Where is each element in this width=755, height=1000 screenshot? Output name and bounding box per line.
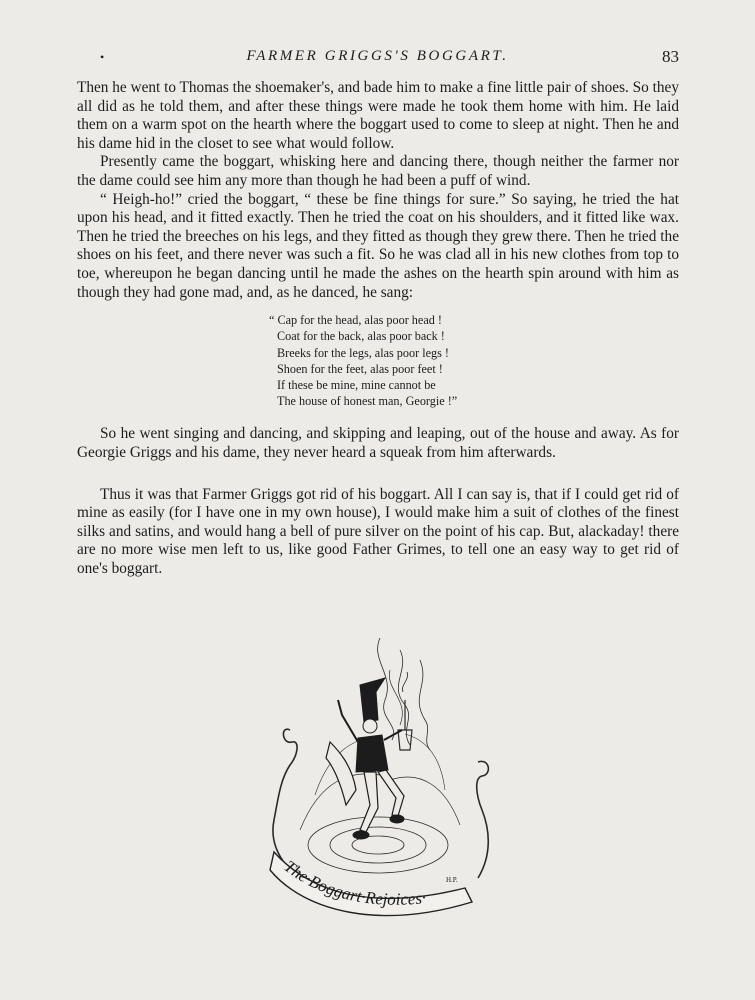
poem-line: Shoen for the feet, alas poor feet ! [277,361,443,376]
paragraph: Then he went to Thomas the shoemaker's, and bade him to make a fine little pair of shoes. So they all did as he told them, and after these things were made he took them home with him. He laid them on a warm spot on the hearth where the boggart used to come to sleep at night. Then he and his dame hid in the closet to see what would follow. [77,79,679,152]
paragraph: Presently came the boggart, whisking here and dancing there, though neither the farmer nor the dame could see him any more than though he had been a puff of wind. [77,153,679,189]
banner-caption: The·Boggart·Rejoices· [280,856,427,909]
closing-paragraph: Thus it was that Farmer Griggs got rid of his boggart. All I can say is, that if I could get rid of mine as easily (for I have one in my own house), I would make him a suit of clothes of the finest silks and satins, and would hang a bell of pure silver on the point of his cap. But, alackaday! there are no more wise men left to us, like good Father Grimes, to tell one an easy way to get rid of one's boggart. [77,485,679,577]
boggart-illustration [260,630,500,930]
poem-line: “ Cap for the head, alas poor head ! [269,313,442,328]
poem-line: If these be mine, mine cannot be [277,377,436,392]
poem-line: Coat for the back, alas poor back ! [277,329,445,344]
poem-line: Breeks for the legs, alas poor legs ! [277,345,449,360]
page-header [0,44,755,74]
paragraph: “ Heigh-ho!” cried the boggart, “ these be fine things for sure.” So saying, he tried the hat upon his head, and it fitted exactly. Then he tried the coat on his shoulders, and it fitted like wax. Then he tried the breeches on his legs, and they fitted as though they grew there. Then he tried the shoes on his feet, and there never was such a fit. So he was clad all in his new clothes from top to toe, whereupon he began dancing until he made the ashes on the hearth spin around with him as though they had gone mad, and, as he danced, he sang: [77,190,679,301]
paragraph: So he went singing and dancing, and skipping and leaping, out of the house and away. As for Georgie Griggs and his dame, they never heard a squeak from him afterwards. [77,425,679,461]
poem-line: The house of honest man, Georgie !” [277,394,458,409]
running-title: FARMER GRIGGS'S BOGGART. [246,48,509,64]
artist-monogram: H.P. [446,876,458,884]
page-number: 83 [662,47,679,66]
body-text [77,79,679,579]
page-speck: • [100,50,105,64]
poem [269,312,679,409]
